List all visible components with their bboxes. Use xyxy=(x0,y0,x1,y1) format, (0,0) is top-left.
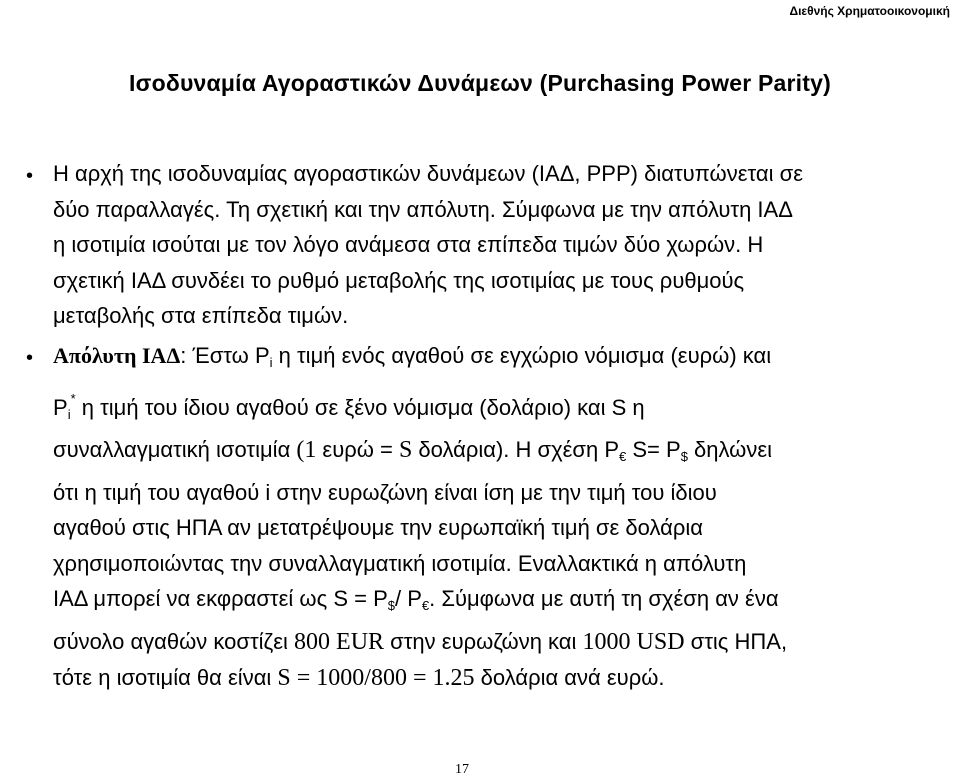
text-fragment: S= P xyxy=(626,437,681,462)
superscript: * xyxy=(70,390,76,406)
text-fragment: (1 xyxy=(296,437,323,463)
subscript: i xyxy=(269,355,273,370)
text-fragment: P xyxy=(53,394,68,420)
bullet-ppp-definition xyxy=(26,156,942,334)
text-fragment: στις ΗΠΑ, xyxy=(684,628,788,654)
text-fragment: δολάρια). Η σχέση P xyxy=(418,437,620,462)
text-line xyxy=(53,338,942,381)
text-fragment: : Έστω P xyxy=(180,343,270,368)
amount-eur: 800 EUR xyxy=(294,628,385,655)
text-fragment: σύνολο αγαθών κοστίζει xyxy=(53,628,295,654)
subscript: € xyxy=(619,449,627,464)
text-fragment: ευρώ = xyxy=(322,437,400,462)
text-fragment: . Σύμφωνα με αυτή τη σχέση αν ένα xyxy=(429,586,779,611)
text-fragment: S xyxy=(399,437,419,463)
text-line xyxy=(53,381,942,433)
subscript: $ xyxy=(387,598,395,613)
text-fragment: στην ευρωζώνη και xyxy=(384,628,583,654)
equation: S = 1000/800 = 1.25 xyxy=(277,665,475,691)
text-fragment: η τιμή του ίδιου αγαθού σε ξένο νόμισμα (δολάριο) και S η xyxy=(75,394,645,420)
text-fragment: συναλλαγματική ισοτιμία xyxy=(53,437,297,462)
bullet-text xyxy=(53,156,942,334)
bullet-text xyxy=(53,338,942,697)
text-fragment: η τιμή ενός αγαθού σε εγχώριο νόμισμα (ευρώ) και xyxy=(272,343,772,368)
text-line xyxy=(53,660,942,697)
text-line: δύο παραλλαγές. Τη σχετική και την απόλυτη. Σύμφωνα με την απόλυτη ΙΑΔ xyxy=(53,196,793,222)
course-header: Διεθνής Χρηματοοικονομική xyxy=(789,4,950,18)
subscript: i xyxy=(67,406,71,422)
text-line: η ισοτιμία ισούται με τον λόγο ανάμεσα στα επίπεδα τιμών δύο χωρών. Η xyxy=(53,232,764,257)
text-fragment: ΙΑΔ μπορεί να εκφραστεί ως S = P xyxy=(53,586,388,611)
subscript: € xyxy=(421,598,430,613)
subscript: $ xyxy=(680,449,688,464)
text-fragment: / P xyxy=(394,586,422,611)
bullet-icon: • xyxy=(26,165,34,187)
text-line: ότι η τιμή του αγαθού i στην ευρωζώνη είναι ίση με την τιμή του ίδιου xyxy=(53,479,717,505)
text-line xyxy=(53,624,942,661)
text-line: αγαθού στις ΗΠΑ αν μετατρέψουμε την ευρωπαϊκή τιμή σε δολάρια xyxy=(53,515,703,540)
text-line: χρησιμοποιώντας την συναλλαγματική ισοτιμία. Εναλλακτικά η απόλυτη xyxy=(53,550,747,576)
text-fragment: δολάρια ανά ευρώ. xyxy=(474,665,665,690)
bold-term: Απόλυτη ΙΑΔ xyxy=(53,343,181,368)
amount-usd: 1000 USD xyxy=(582,628,685,655)
text-line: σχετική ΙΑΔ συνδέει το ρυθμό μεταβολής της ισοτιμίας με τους ρυθμούς xyxy=(53,267,745,293)
text-line: Η αρχή της ισοδυναμίας αγοραστικών δυνάμεων (ΙΑΔ, PPP) διατυπώνεται σε xyxy=(53,161,803,186)
text-line: μεταβολής στα επίπεδα τιμών. xyxy=(53,303,349,328)
text-fragment: τότε η ισοτιμία θα είναι xyxy=(53,665,278,690)
slide-title: Ισοδυναμία Αγοραστικών Δυνάμεων (Purchasing Power Parity) xyxy=(129,70,831,96)
bullet-absolute-ppp xyxy=(26,338,942,697)
text-line xyxy=(53,432,942,475)
bullet-icon: • xyxy=(26,347,34,369)
page-number: 17 xyxy=(455,762,469,777)
text-line xyxy=(53,581,942,624)
text-fragment: δηλώνει xyxy=(687,437,773,462)
